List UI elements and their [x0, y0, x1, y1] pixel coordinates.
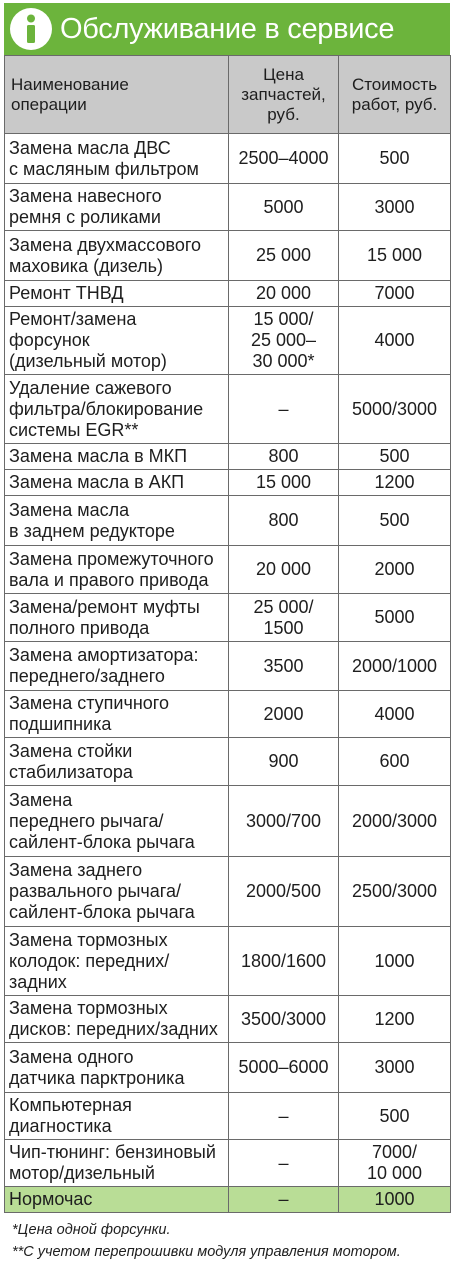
cell-line: сайлент-блока рычага	[9, 831, 195, 852]
cell-line: 2000	[374, 559, 415, 579]
table-row	[5, 307, 451, 375]
footnote-injector-price: *Цена одной форсунки.	[12, 1222, 171, 1238]
footnotes	[4, 1219, 450, 1263]
labor-cost-cell	[339, 786, 451, 857]
cell-line: 500	[379, 510, 410, 530]
cell-line: колодок: передних/	[9, 950, 170, 971]
labor-cost-cell	[339, 857, 451, 927]
cell-line: 2000/3000	[351, 810, 438, 831]
cell-line: 500	[379, 1105, 410, 1126]
cell-line: Замена ступичного	[9, 693, 169, 713]
operation-cell	[5, 134, 229, 184]
cell-line: Ремонт ТНВД	[9, 283, 124, 303]
cell-line: Замена масла в МКП	[9, 446, 188, 466]
cell-line: 4000	[374, 703, 415, 724]
operation-cell	[5, 375, 229, 444]
cell-line: 600	[379, 751, 410, 771]
cell-line: развального рычага/	[9, 881, 181, 901]
table-row	[5, 184, 451, 231]
labor-cost-cell	[339, 927, 451, 996]
cell-line: Замена тормозных	[9, 929, 168, 950]
operation-cell	[5, 1140, 229, 1187]
cell-line: 1200	[374, 1008, 415, 1029]
column-header-line: работ, руб.	[351, 94, 438, 114]
cell-line: Замена амортизатора:	[9, 645, 199, 665]
operation-cell	[5, 307, 229, 375]
parts-price-cell	[229, 927, 339, 996]
cell-line: 15 000	[255, 472, 312, 492]
cell-line: в заднем редукторе	[9, 520, 175, 541]
title-banner	[4, 3, 450, 55]
footnote-ecu-reflash: **С учетом перепрошивки модуля управления мотором.	[12, 1244, 401, 1260]
cell-line: 5000–6000	[238, 1057, 329, 1077]
table-row	[5, 786, 451, 857]
parts-price-cell	[229, 546, 339, 594]
operation-cell	[5, 738, 229, 786]
cell-line: 2500/3000	[351, 881, 438, 901]
parts-price-cell	[229, 857, 339, 927]
labor-cost-cell	[339, 184, 451, 231]
table-row	[5, 470, 451, 496]
cell-line: 2000/500	[245, 881, 322, 901]
labor-cost-cell	[339, 1187, 451, 1213]
cell-line: Замена заднего	[9, 860, 143, 880]
service-price-card	[4, 3, 450, 1263]
parts-price-cell	[229, 184, 339, 231]
cell-line: Замена	[9, 789, 73, 810]
operation-cell	[5, 642, 229, 691]
operation-cell	[5, 496, 229, 546]
cell-line: 15 000	[366, 245, 423, 265]
cell-line: переднего рычага/	[9, 810, 164, 831]
labor-cost-cell	[339, 496, 451, 546]
column-header-line: Стоимость	[351, 74, 438, 94]
operation-cell	[5, 786, 229, 857]
labor-cost-cell	[339, 307, 451, 375]
parts-price-cell	[229, 444, 339, 470]
table-header-row	[5, 56, 451, 134]
cell-line: вала и правого привода	[9, 569, 209, 590]
cell-line: 800	[268, 510, 299, 530]
cell-line: 4000	[374, 330, 415, 350]
operation-cell	[5, 927, 229, 996]
cell-line: 500	[379, 446, 410, 466]
cell-line: Замена масла в АКП	[9, 472, 185, 492]
cell-line: Чип-тюнинг: бензиновый	[9, 1142, 216, 1162]
parts-price-cell	[229, 1140, 339, 1187]
cell-line: 900	[268, 751, 299, 771]
cell-line: Нормочас	[9, 1189, 93, 1209]
cell-line: 2500–4000	[238, 148, 329, 168]
cell-line: –	[278, 1189, 289, 1209]
column-header-parts-price	[229, 56, 339, 134]
labor-cost-cell	[339, 444, 451, 470]
cell-line: 1800/1600	[240, 950, 327, 971]
operation-cell	[5, 281, 229, 307]
cell-line: Замена одного	[9, 1046, 134, 1067]
column-header-line: Наименование	[11, 74, 129, 94]
cell-line: 3500	[263, 655, 304, 676]
cell-line: полного привода	[9, 617, 150, 638]
page-title: Обслуживание в сервисе	[60, 12, 395, 45]
cell-line: 20 000	[255, 283, 312, 303]
table-row	[5, 996, 451, 1043]
cell-line: 800	[268, 446, 299, 466]
cell-line: задних	[9, 971, 67, 992]
cell-line: Замена масла	[9, 499, 130, 520]
cell-line: с масляным фильтром	[9, 158, 199, 179]
table-row	[5, 594, 451, 642]
cell-line: 2000/1000	[351, 655, 438, 676]
cell-line: диагностика	[9, 1116, 112, 1136]
labor-cost-cell	[339, 470, 451, 496]
cell-line: 25 000–	[250, 330, 317, 350]
operation-cell	[5, 1187, 229, 1213]
cell-line: Компьютерная	[9, 1095, 132, 1115]
cell-line: Замена/ремонт муфты	[9, 596, 200, 617]
table-row	[5, 927, 451, 996]
cell-line: 3000/700	[245, 810, 322, 831]
cell-line: –	[278, 398, 289, 419]
cell-line: 20 000	[255, 559, 312, 579]
cell-line: Замена двухмассового	[9, 234, 202, 255]
cell-line: 5000	[374, 607, 415, 627]
parts-price-cell	[229, 786, 339, 857]
cell-line: 500	[379, 148, 410, 168]
table-row	[5, 375, 451, 444]
cell-line: 5000	[263, 196, 304, 217]
operation-cell	[5, 444, 229, 470]
labor-cost-cell	[339, 546, 451, 594]
operation-cell	[5, 1043, 229, 1093]
parts-price-cell	[229, 307, 339, 375]
parts-price-cell	[229, 1043, 339, 1093]
labor-cost-cell	[339, 1140, 451, 1187]
table-row	[5, 738, 451, 786]
labor-cost-cell	[339, 281, 451, 307]
operation-cell	[5, 470, 229, 496]
labor-cost-cell	[339, 1043, 451, 1093]
cell-line: фильтра/блокирование	[9, 398, 204, 419]
table-row	[5, 1043, 451, 1093]
cell-line: 3000	[374, 196, 415, 217]
operation-cell	[5, 1093, 229, 1140]
cell-line: (дизельный мотор)	[9, 351, 167, 371]
cell-line: 3500/3000	[240, 1008, 327, 1029]
parts-price-cell	[229, 375, 339, 444]
operation-cell	[5, 594, 229, 642]
info-icon	[10, 8, 52, 50]
cell-line: Замена навесного	[9, 186, 162, 206]
table-row-highlighted	[5, 1187, 451, 1213]
cell-line: дисков: передних/задних	[9, 1019, 218, 1039]
table-row	[5, 1093, 451, 1140]
table-row	[5, 1140, 451, 1187]
operation-cell	[5, 546, 229, 594]
cell-line: форсунок	[9, 330, 90, 350]
cell-line: 10 000	[366, 1163, 423, 1183]
labor-cost-cell	[339, 375, 451, 444]
table-row	[5, 691, 451, 738]
table-row	[5, 546, 451, 594]
cell-line: сайлент-блока рычага	[9, 902, 195, 922]
column-header-line: запчастей,	[241, 84, 326, 104]
cell-line: –	[278, 1152, 289, 1173]
parts-price-cell	[229, 134, 339, 184]
cell-line: Замена промежуточного	[9, 548, 214, 569]
table-row	[5, 496, 451, 546]
cell-line: мотор/дизельный	[9, 1163, 155, 1183]
table-row	[5, 134, 451, 184]
parts-price-cell	[229, 594, 339, 642]
operation-cell	[5, 184, 229, 231]
labor-cost-cell	[339, 594, 451, 642]
cell-line: маховика (дизель)	[9, 255, 163, 276]
cell-line: 2000	[263, 703, 304, 724]
cell-line: Замена масла ДВС	[9, 137, 171, 158]
labor-cost-cell	[339, 996, 451, 1043]
cell-line: 25 000	[255, 245, 312, 265]
table-body	[5, 134, 451, 1213]
parts-price-cell	[229, 642, 339, 691]
cell-line: подшипника	[9, 714, 112, 734]
cell-line: 5000/3000	[351, 398, 438, 419]
parts-price-cell	[229, 496, 339, 546]
cell-line: 1200	[374, 472, 415, 492]
parts-price-cell	[229, 470, 339, 496]
cell-line: 1500	[263, 617, 304, 638]
cell-line: стабилизатора	[9, 761, 133, 782]
parts-price-cell	[229, 1187, 339, 1213]
operation-cell	[5, 231, 229, 281]
labor-cost-cell	[339, 738, 451, 786]
cell-line: Замена тормозных	[9, 998, 168, 1018]
column-header-line: Цена	[263, 64, 304, 84]
cell-line: 1000	[374, 950, 415, 971]
table-row	[5, 281, 451, 307]
table-row	[5, 231, 451, 281]
column-header-line: руб.	[267, 104, 300, 124]
column-header-line: операции	[11, 94, 87, 114]
labor-cost-cell	[339, 1093, 451, 1140]
cell-line: переднего/заднего	[9, 666, 165, 686]
parts-price-cell	[229, 996, 339, 1043]
cell-line: датчика парктроника	[9, 1067, 185, 1088]
cell-line: ремня с роликами	[9, 207, 161, 227]
table-row	[5, 857, 451, 927]
operation-cell	[5, 857, 229, 927]
parts-price-cell	[229, 1093, 339, 1140]
labor-cost-cell	[339, 691, 451, 738]
cell-line: системы EGR**	[9, 419, 139, 440]
table-row	[5, 444, 451, 470]
cell-line: –	[278, 1105, 289, 1126]
cell-line: 7000/	[371, 1142, 418, 1162]
parts-price-cell	[229, 281, 339, 307]
cell-line: 3000	[374, 1057, 415, 1077]
cell-line: 15 000/	[253, 309, 314, 329]
cell-line: Ремонт/замена	[9, 309, 137, 329]
cell-line: Удаление сажевого	[9, 377, 172, 398]
column-header-labor-cost	[339, 56, 451, 134]
parts-price-cell	[229, 738, 339, 786]
cell-line: 30 000*	[252, 351, 315, 371]
parts-price-cell	[229, 231, 339, 281]
cell-line: 25 000/	[253, 596, 314, 617]
labor-cost-cell	[339, 642, 451, 691]
operation-cell	[5, 691, 229, 738]
column-header-operation	[5, 56, 229, 134]
labor-cost-cell	[339, 231, 451, 281]
cell-line: 7000	[374, 283, 415, 303]
service-price-table	[4, 55, 451, 1213]
cell-line: Замена стойки	[9, 740, 133, 761]
labor-cost-cell	[339, 134, 451, 184]
cell-line: 1000	[374, 1189, 415, 1209]
table-row	[5, 642, 451, 691]
operation-cell	[5, 996, 229, 1043]
parts-price-cell	[229, 691, 339, 738]
